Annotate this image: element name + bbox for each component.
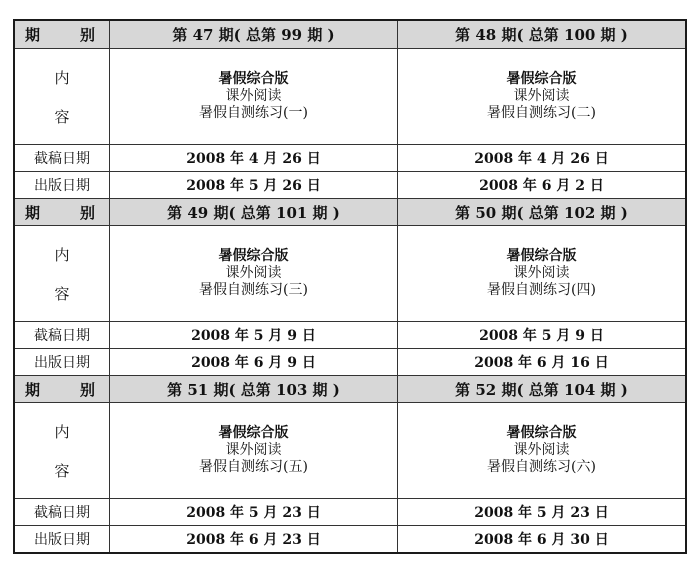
- content-label-char: 容: [54, 284, 70, 303]
- content-label-char: 内: [54, 68, 70, 87]
- deadline-date: 2008 年 5 月 9 日: [110, 322, 398, 348]
- deadline-date: 2008 年 5 月 23 日: [474, 505, 609, 521]
- issue-header-row: [15, 21, 685, 48]
- content-title: 暑假综合版: [218, 425, 289, 441]
- publish-date: 2008 年 6 月 9 日: [110, 349, 398, 375]
- publish-label: 出版日期: [15, 526, 110, 552]
- content-line: 课外阅读: [513, 265, 570, 281]
- content-line: 课外阅读: [225, 88, 282, 104]
- content-cell: [398, 226, 685, 321]
- period-label: [15, 199, 110, 225]
- content-label-char: 容: [54, 107, 70, 126]
- publish-label: 出版日期: [15, 349, 110, 375]
- deadline-date: 2008 年 5 月 9 日: [479, 328, 604, 344]
- content-line: 暑假自测练习(二): [487, 105, 596, 121]
- publish-date: 2008 年 6 月 23 日: [110, 526, 398, 552]
- publish-date: 2008 年 6 月 16 日: [474, 355, 609, 371]
- period-label-char: 别: [79, 203, 95, 222]
- content-line: 课外阅读: [513, 88, 570, 104]
- period-label-char: 期: [25, 380, 41, 399]
- content-line: 暑假自测练习(一): [199, 105, 308, 121]
- content-cell: [110, 226, 398, 321]
- period-label-char: 别: [79, 380, 95, 399]
- content-row: [15, 48, 685, 144]
- content-line: 暑假自测练习(四): [487, 282, 596, 298]
- issue-number: 第 49 期( 总第 101 期 ): [110, 199, 398, 225]
- issue-number: 第 48 期( 总第 100 期 ): [455, 26, 628, 44]
- publish-date: 2008 年 6 月 2 日: [479, 178, 604, 194]
- content-label: [15, 226, 110, 321]
- period-label-char: 别: [79, 26, 95, 44]
- content-line: 暑假自测练习(五): [199, 459, 308, 475]
- publish-label: 出版日期: [15, 172, 110, 198]
- issue-number: 第 47 期( 总第 99 期 ): [110, 21, 398, 48]
- content-cell: [110, 49, 398, 144]
- deadline-label: 截稿日期: [15, 499, 110, 525]
- content-line: 暑假自测练习(六): [487, 459, 596, 475]
- deadline-row: [15, 498, 685, 525]
- content-title: 暑假综合版: [506, 71, 577, 87]
- publish-row: [15, 348, 685, 375]
- content-cell: [110, 403, 398, 498]
- publish-date: 2008 年 5 月 26 日: [110, 172, 398, 198]
- publish-row: [15, 525, 685, 552]
- publish-row: [15, 171, 685, 198]
- issue-number: 第 51 期( 总第 103 期 ): [110, 376, 398, 402]
- publish-date: 2008 年 6 月 30 日: [474, 532, 609, 548]
- issue-number: 第 50 期( 总第 102 期 ): [455, 203, 628, 222]
- deadline-date: 2008 年 5 月 23 日: [110, 499, 398, 525]
- deadline-row: [15, 321, 685, 348]
- content-title: 暑假综合版: [506, 248, 577, 264]
- deadline-row: [15, 144, 685, 171]
- content-label: [15, 49, 110, 144]
- content-cell: [398, 403, 685, 498]
- content-line: 课外阅读: [225, 265, 282, 281]
- issue-schedule-table: [13, 19, 687, 554]
- content-title: 暑假综合版: [218, 248, 289, 264]
- content-row: [15, 225, 685, 321]
- deadline-date: 2008 年 4 月 26 日: [474, 151, 609, 167]
- issue-number: 第 52 期( 总第 104 期 ): [455, 380, 628, 399]
- content-line: 课外阅读: [225, 442, 282, 458]
- content-title: 暑假综合版: [506, 425, 577, 441]
- content-title: 暑假综合版: [218, 71, 289, 87]
- content-label-char: 内: [54, 245, 70, 264]
- period-label-char: 期: [25, 203, 41, 222]
- deadline-label: 截稿日期: [15, 145, 110, 171]
- content-line: 课外阅读: [513, 442, 570, 458]
- deadline-date: 2008 年 4 月 26 日: [110, 145, 398, 171]
- content-label: [15, 403, 110, 498]
- content-cell: [398, 49, 685, 144]
- deadline-label: 截稿日期: [15, 322, 110, 348]
- issue-header-row: [15, 375, 685, 402]
- content-label-char: 容: [54, 461, 70, 480]
- content-label-char: 内: [54, 422, 70, 441]
- issue-header-row: [15, 198, 685, 225]
- period-label-char: 期: [25, 26, 41, 44]
- content-row: [15, 402, 685, 498]
- period-label: [15, 21, 110, 48]
- content-line: 暑假自测练习(三): [199, 282, 308, 298]
- period-label: [15, 376, 110, 402]
